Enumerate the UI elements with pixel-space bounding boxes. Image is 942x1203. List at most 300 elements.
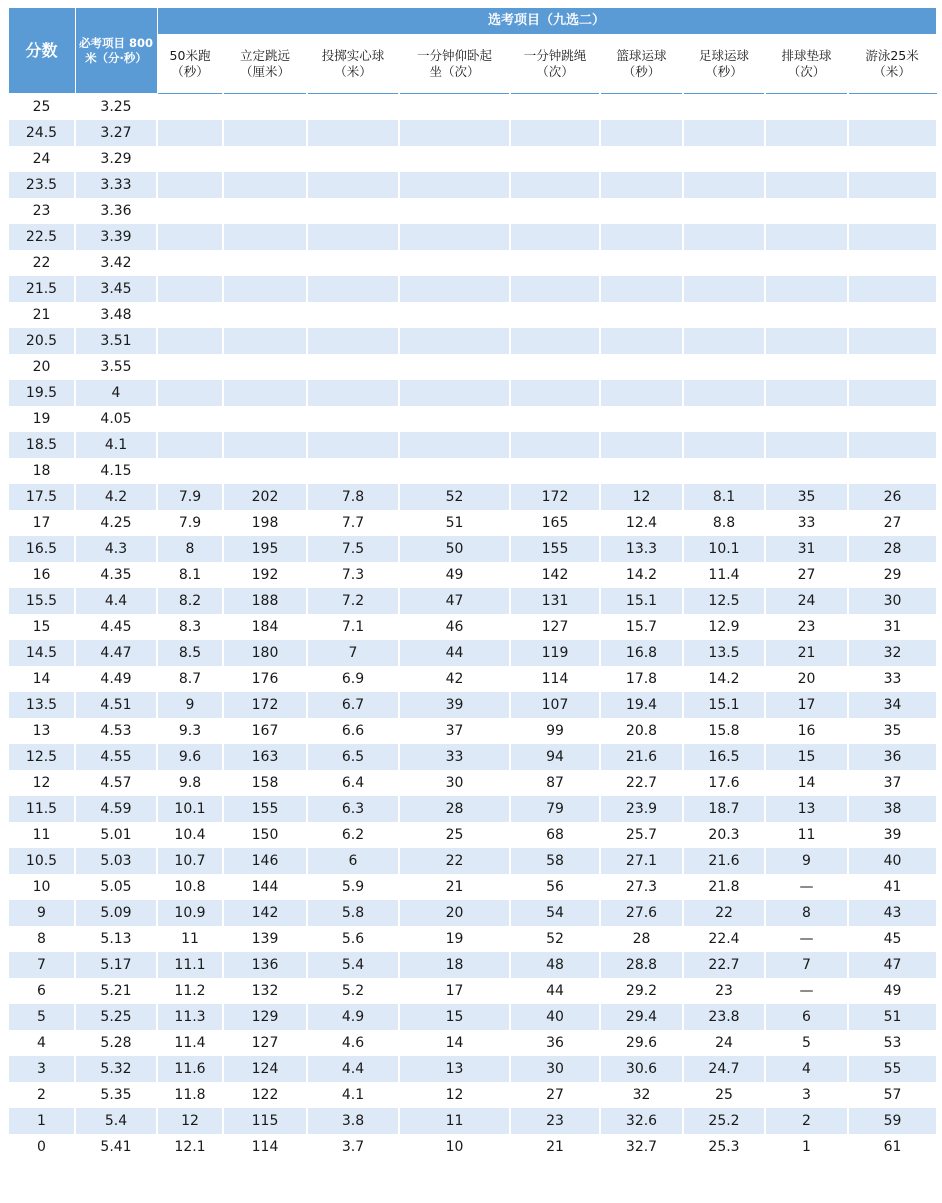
elective-cell: 36 [510, 1030, 600, 1056]
score-cell: 19 [8, 406, 75, 432]
elective-item-header [307, 35, 399, 94]
elective-cell: 142 [223, 900, 307, 926]
elective-cell [765, 406, 848, 432]
table-row [8, 822, 936, 848]
elective-cell [848, 198, 936, 224]
elective-cell: 3 [765, 1082, 848, 1108]
elective-cell: 9.6 [157, 744, 223, 770]
elective-cell: 8.5 [157, 640, 223, 666]
elective-cell [765, 172, 848, 198]
elective-cell [223, 458, 307, 484]
elective-cell [157, 224, 223, 250]
elective-cell [848, 328, 936, 354]
score-cell: 11.5 [8, 796, 75, 822]
elective-cell: 155 [223, 796, 307, 822]
elective-cell: 20 [399, 900, 510, 926]
table-row [8, 1004, 936, 1030]
run-800m-cell: 5.35 [75, 1082, 157, 1108]
run-800m-cell: 4.45 [75, 614, 157, 640]
run-800m-cell: 3.51 [75, 328, 157, 354]
elective-cell: 23.9 [600, 796, 683, 822]
elective-cell: 51 [848, 1004, 936, 1030]
elective-cell: 6 [765, 1004, 848, 1030]
elective-cell: 56 [510, 874, 600, 900]
table-row [8, 120, 936, 146]
elective-cell: 11.3 [157, 1004, 223, 1030]
elective-cell: — [765, 926, 848, 952]
elective-cell: 23 [683, 978, 765, 1004]
elective-cell [399, 302, 510, 328]
elective-cell: 12 [157, 1108, 223, 1134]
elective-cell [600, 458, 683, 484]
elective-cell: 40 [848, 848, 936, 874]
elective-cell [683, 276, 765, 302]
elective-cell [765, 94, 848, 121]
elective-cell: 22 [683, 900, 765, 926]
elective-cell [307, 380, 399, 406]
elective-cell: 61 [848, 1134, 936, 1160]
score-cell: 13.5 [8, 692, 75, 718]
elective-cell: 11.8 [157, 1082, 223, 1108]
elective-cell: 37 [848, 770, 936, 796]
elective-cell: 32 [848, 640, 936, 666]
elective-cell: 40 [510, 1004, 600, 1030]
elective-cell [510, 302, 600, 328]
elective-cell [223, 380, 307, 406]
elective-cell [848, 250, 936, 276]
elective-item-header [157, 35, 223, 94]
elective-cell: 58 [510, 848, 600, 874]
elective-cell: 30.6 [600, 1056, 683, 1082]
elective-cell: 25.2 [683, 1108, 765, 1134]
elective-cell [223, 354, 307, 380]
elective-cell [157, 172, 223, 198]
elective-cell [307, 172, 399, 198]
elective-cell [765, 354, 848, 380]
elective-cell: 25 [399, 822, 510, 848]
elective-cell [307, 146, 399, 172]
elective-cell: — [765, 978, 848, 1004]
elective-cell: 163 [223, 744, 307, 770]
table-row [8, 328, 936, 354]
score-cell: 14 [8, 666, 75, 692]
required-item-header: 必考项目 800米（分·秒） [75, 8, 157, 94]
elective-cell: 20.8 [600, 718, 683, 744]
elective-cell: 52 [399, 484, 510, 510]
elective-cell [600, 250, 683, 276]
elective-cell: 17.8 [600, 666, 683, 692]
elective-cell [223, 146, 307, 172]
elective-cell [223, 302, 307, 328]
run-800m-cell: 4.47 [75, 640, 157, 666]
elective-cell [510, 380, 600, 406]
score-cell: 12 [8, 770, 75, 796]
table-row [8, 484, 936, 510]
elective-cell: 48 [510, 952, 600, 978]
elective-cell [157, 380, 223, 406]
elective-cell: 3.8 [307, 1108, 399, 1134]
run-800m-cell: 4.3 [75, 536, 157, 562]
elective-cell [600, 276, 683, 302]
elective-cell: 30 [399, 770, 510, 796]
run-800m-cell: 5.41 [75, 1134, 157, 1160]
run-800m-cell: 5.05 [75, 874, 157, 900]
elective-cell [399, 328, 510, 354]
elective-cell: 53 [848, 1030, 936, 1056]
elective-cell [765, 224, 848, 250]
table-row [8, 770, 936, 796]
score-cell: 4 [8, 1030, 75, 1056]
elective-cell [223, 224, 307, 250]
elective-cell [307, 302, 399, 328]
score-cell: 15 [8, 614, 75, 640]
elective-cell: 6.3 [307, 796, 399, 822]
run-800m-cell: 3.25 [75, 94, 157, 121]
run-800m-cell: 4.15 [75, 458, 157, 484]
run-800m-cell: 5.01 [75, 822, 157, 848]
elective-cell [307, 276, 399, 302]
elective-cell [848, 146, 936, 172]
elective-cell: 25.7 [600, 822, 683, 848]
run-800m-cell: 3.55 [75, 354, 157, 380]
score-cell: 10.5 [8, 848, 75, 874]
elective-cell [683, 328, 765, 354]
table-row [8, 874, 936, 900]
elective-cell [683, 458, 765, 484]
elective-item-header [765, 35, 848, 94]
elective-cell [399, 354, 510, 380]
table-row [8, 666, 936, 692]
table-row [8, 458, 936, 484]
elective-cell: 32.6 [600, 1108, 683, 1134]
elective-cell: 4.1 [307, 1082, 399, 1108]
table-row [8, 900, 936, 926]
score-cell: 10 [8, 874, 75, 900]
elective-cell [683, 406, 765, 432]
table-row [8, 380, 936, 406]
elective-cell [223, 406, 307, 432]
elective-cell [510, 406, 600, 432]
elective-cell: 10.1 [683, 536, 765, 562]
table-row [8, 224, 936, 250]
score-cell: 24.5 [8, 120, 75, 146]
elective-cell: 4.9 [307, 1004, 399, 1030]
elective-cell: 21.6 [683, 848, 765, 874]
elective-cell: 59 [848, 1108, 936, 1134]
elective-cell: 9.8 [157, 770, 223, 796]
elective-cell: 7.2 [307, 588, 399, 614]
elective-cell [399, 120, 510, 146]
elective-cell [399, 458, 510, 484]
score-cell: 12.5 [8, 744, 75, 770]
elective-cell: 19.4 [600, 692, 683, 718]
elective-cell [848, 276, 936, 302]
elective-cell: 29.4 [600, 1004, 683, 1030]
elective-cell: 23.8 [683, 1004, 765, 1030]
elective-cell: 150 [223, 822, 307, 848]
score-cell: 21.5 [8, 276, 75, 302]
elective-cell: 8.1 [157, 562, 223, 588]
elective-cell: 5.4 [307, 952, 399, 978]
elective-cell [307, 354, 399, 380]
scoring-table [7, 7, 937, 1160]
elective-item-unit: （秒） [705, 64, 743, 79]
elective-cell [683, 172, 765, 198]
score-column-header: 分数 [8, 8, 75, 94]
elective-cell: 198 [223, 510, 307, 536]
elective-cell [848, 172, 936, 198]
elective-cell: 6.7 [307, 692, 399, 718]
elective-cell [848, 302, 936, 328]
elective-cell: 21.6 [600, 744, 683, 770]
elective-cell: 29.2 [600, 978, 683, 1004]
elective-cell: 13 [399, 1056, 510, 1082]
elective-cell: 39 [399, 692, 510, 718]
score-cell: 18.5 [8, 432, 75, 458]
elective-cell: 146 [223, 848, 307, 874]
elective-cell: 16.5 [683, 744, 765, 770]
table-row [8, 1030, 936, 1056]
elective-cell [683, 120, 765, 146]
elective-cell: 18.7 [683, 796, 765, 822]
elective-cell: 20.3 [683, 822, 765, 848]
elective-cell: 47 [399, 588, 510, 614]
elective-cell [848, 432, 936, 458]
elective-cell: 10.4 [157, 822, 223, 848]
score-cell: 23 [8, 198, 75, 224]
run-800m-cell: 5.13 [75, 926, 157, 952]
elective-cell [848, 458, 936, 484]
elective-cell: 25.3 [683, 1134, 765, 1160]
elective-cell [399, 406, 510, 432]
elective-cell: 5.6 [307, 926, 399, 952]
scoring-table-container [7, 7, 935, 1160]
score-cell: 3 [8, 1056, 75, 1082]
elective-cell: 87 [510, 770, 600, 796]
run-800m-cell: 5.17 [75, 952, 157, 978]
elective-cell [600, 328, 683, 354]
elective-cell [307, 94, 399, 121]
elective-cell: 202 [223, 484, 307, 510]
run-800m-cell: 4.05 [75, 406, 157, 432]
elective-cell: 17 [399, 978, 510, 1004]
elective-cell: 9 [765, 848, 848, 874]
table-row [8, 692, 936, 718]
elective-cell: 13 [765, 796, 848, 822]
table-row [8, 94, 936, 121]
elective-cell: 51 [399, 510, 510, 536]
elective-cell: 1 [765, 1134, 848, 1160]
elective-cell: 167 [223, 718, 307, 744]
elective-item-name: 一分钟仰卧起 [416, 48, 492, 64]
elective-cell: 195 [223, 536, 307, 562]
table-row [8, 172, 936, 198]
elective-cell: 11 [157, 926, 223, 952]
elective-cell: 11.2 [157, 978, 223, 1004]
elective-cell: 12.9 [683, 614, 765, 640]
elective-cell [765, 276, 848, 302]
elective-cell [399, 432, 510, 458]
table-row [8, 198, 936, 224]
elective-cell: 45 [848, 926, 936, 952]
elective-item-name: 足球运球 [698, 48, 749, 64]
elective-cell: 22.7 [683, 952, 765, 978]
elective-cell [765, 302, 848, 328]
table-row [8, 926, 936, 952]
table-row [8, 432, 936, 458]
elective-cell: 7 [765, 952, 848, 978]
elective-cell [157, 120, 223, 146]
elective-cell [765, 146, 848, 172]
elective-cell: 52 [510, 926, 600, 952]
elective-cell: 15 [765, 744, 848, 770]
run-800m-cell: 4 [75, 380, 157, 406]
elective-cell: 14.2 [600, 562, 683, 588]
elective-cell: 10.9 [157, 900, 223, 926]
score-cell: 20 [8, 354, 75, 380]
elective-cell [399, 224, 510, 250]
elective-cell: 9 [157, 692, 223, 718]
elective-cell: 30 [510, 1056, 600, 1082]
elective-cell: 119 [510, 640, 600, 666]
elective-cell: 11.4 [157, 1030, 223, 1056]
elective-cell: 7.7 [307, 510, 399, 536]
elective-cell: 2 [765, 1108, 848, 1134]
elective-item-unit: （次） [536, 64, 574, 79]
score-cell: 11 [8, 822, 75, 848]
elective-cell [683, 380, 765, 406]
elective-cell [510, 94, 600, 121]
elective-cell [683, 224, 765, 250]
elective-cell: 21.8 [683, 874, 765, 900]
score-cell: 2 [8, 1082, 75, 1108]
elective-cell [600, 198, 683, 224]
elective-cell: 127 [510, 614, 600, 640]
elective-cell: 23 [510, 1108, 600, 1134]
elective-cell [399, 198, 510, 224]
run-800m-cell: 3.42 [75, 250, 157, 276]
table-row [8, 796, 936, 822]
elective-cell: 42 [399, 666, 510, 692]
elective-item-header [683, 35, 765, 94]
elective-cell: 16.8 [600, 640, 683, 666]
table-row [8, 1082, 936, 1108]
run-800m-cell: 5.28 [75, 1030, 157, 1056]
elective-item-unit: （米） [873, 64, 911, 79]
score-cell: 5 [8, 1004, 75, 1030]
elective-cell [223, 432, 307, 458]
table-row [8, 276, 936, 302]
elective-cell [157, 146, 223, 172]
run-800m-cell: 4.35 [75, 562, 157, 588]
run-800m-cell: 3.39 [75, 224, 157, 250]
elective-cell: 23 [765, 614, 848, 640]
elective-cell [399, 94, 510, 121]
elective-cell: 172 [223, 692, 307, 718]
elective-cell: 144 [223, 874, 307, 900]
run-800m-cell: 4.49 [75, 666, 157, 692]
score-cell: 17.5 [8, 484, 75, 510]
elective-cell: 44 [399, 640, 510, 666]
elective-cell: 139 [223, 926, 307, 952]
elective-cell [223, 250, 307, 276]
elective-cell: 44 [510, 978, 600, 1004]
elective-cell: 10 [399, 1134, 510, 1160]
elective-cell: 31 [765, 536, 848, 562]
score-cell: 25 [8, 94, 75, 121]
elective-cell: 22 [399, 848, 510, 874]
elective-cell: 10.1 [157, 796, 223, 822]
elective-cell [848, 354, 936, 380]
elective-cell: 21 [510, 1134, 600, 1160]
elective-cell: 33 [399, 744, 510, 770]
elective-cell: 55 [848, 1056, 936, 1082]
elective-cell: 107 [510, 692, 600, 718]
table-row [8, 848, 936, 874]
run-800m-cell: 5.25 [75, 1004, 157, 1030]
elective-cell: 11.4 [683, 562, 765, 588]
elective-cell: 122 [223, 1082, 307, 1108]
score-cell: 0 [8, 1134, 75, 1160]
score-cell: 18 [8, 458, 75, 484]
elective-cell: 7.1 [307, 614, 399, 640]
table-row [8, 718, 936, 744]
table-row [8, 510, 936, 536]
elective-cell: 36 [848, 744, 936, 770]
elective-cell: 10.7 [157, 848, 223, 874]
score-cell: 17 [8, 510, 75, 536]
elective-cell: 7.8 [307, 484, 399, 510]
score-cell: 21 [8, 302, 75, 328]
elective-cell: 49 [848, 978, 936, 1004]
elective-cell: 129 [223, 1004, 307, 1030]
elective-cell: 142 [510, 562, 600, 588]
elective-cell: 15.7 [600, 614, 683, 640]
elective-cell: 22.4 [683, 926, 765, 952]
elective-cell: 34 [848, 692, 936, 718]
elective-cell: 114 [510, 666, 600, 692]
elective-cell: 33 [765, 510, 848, 536]
run-800m-cell: 4.55 [75, 744, 157, 770]
elective-cell [157, 198, 223, 224]
run-800m-cell: 4.57 [75, 770, 157, 796]
elective-cell: 30 [848, 588, 936, 614]
elective-cell [848, 380, 936, 406]
elective-item-header [510, 35, 600, 94]
elective-cell: 29 [848, 562, 936, 588]
elective-cell: 115 [223, 1108, 307, 1134]
elective-cell: 5 [765, 1030, 848, 1056]
elective-cell [765, 458, 848, 484]
elective-cell [765, 250, 848, 276]
elective-cell: 79 [510, 796, 600, 822]
run-800m-cell: 3.27 [75, 120, 157, 146]
elective-cell [600, 380, 683, 406]
elective-cell: 155 [510, 536, 600, 562]
elective-cell: 14 [399, 1030, 510, 1056]
elective-cell [848, 120, 936, 146]
elective-cell: 24 [765, 588, 848, 614]
elective-cell [683, 198, 765, 224]
elective-cell [510, 328, 600, 354]
elective-cell [765, 328, 848, 354]
elective-item-name: 50米跑 [169, 48, 211, 64]
elective-cell [510, 146, 600, 172]
elective-cell [510, 224, 600, 250]
elective-cell [157, 302, 223, 328]
run-800m-cell: 5.4 [75, 1108, 157, 1134]
elective-cell: 184 [223, 614, 307, 640]
